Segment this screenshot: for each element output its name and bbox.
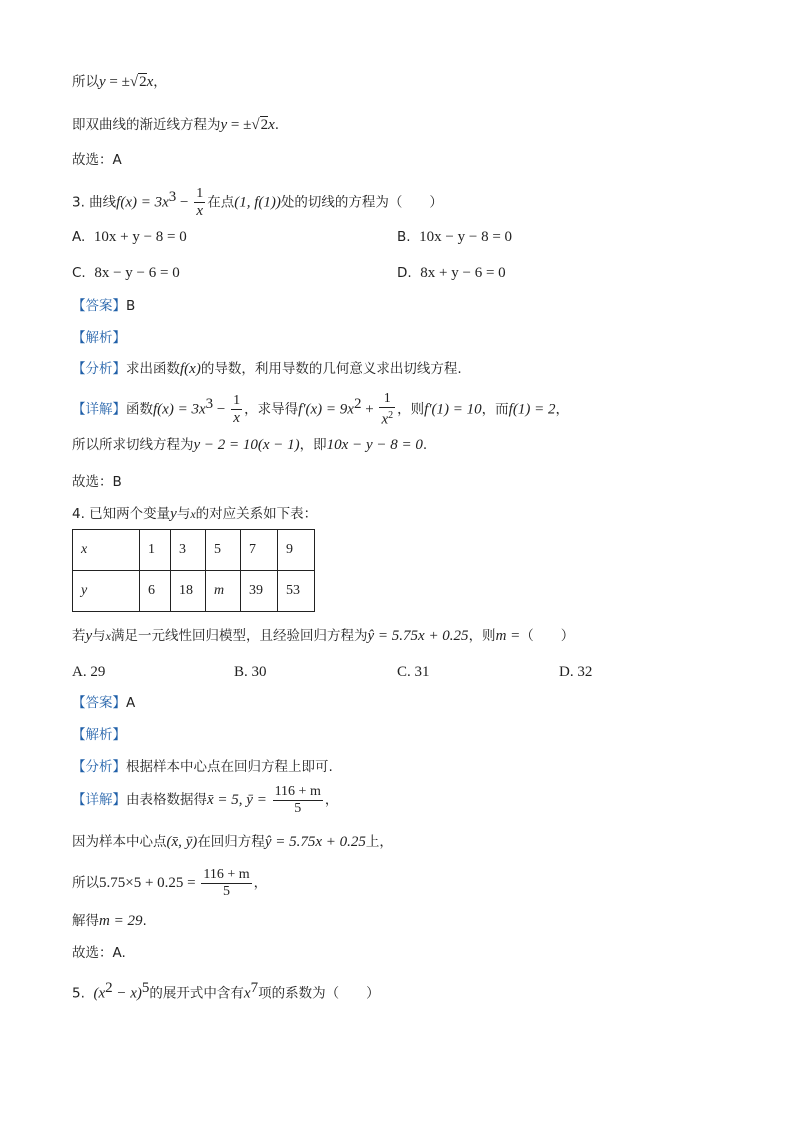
table-cell: 18: [171, 571, 206, 612]
question-3: 3. 曲线$f(x) = 3x^3$ − $\frac{1}{x}$ 在点(1, f(1))处的切线的方程为（ ）: [72, 186, 443, 219]
answer-choice-line: 故选：A: [72, 152, 122, 168]
question-4-stem: 若y与x满足一元线性回归模型，且经验回归方程为ŷ = 5.75x + 0.25，则m =（ ）: [72, 628, 575, 644]
table-cell: y: [73, 571, 140, 612]
table-cell: 7: [241, 530, 278, 571]
option-c: C. 31: [397, 664, 430, 680]
fraction: $\frac{116 + m}{5}$: [274, 783, 321, 816]
table-cell: 5: [206, 530, 241, 571]
option-c: C. 8x − y − 6 = 0: [72, 265, 180, 281]
solution-line: 解得m = 29.: [72, 913, 147, 929]
option-a: A. 10x + y − 8 = 0: [72, 229, 187, 245]
table-cell: 53: [278, 571, 315, 612]
option-a: A. 29: [72, 664, 106, 680]
option-d: D. 32: [559, 664, 593, 680]
question-4: 4. 已知两个变量y与x的对应关系如下表：: [72, 506, 318, 522]
option-d: D. 8x + y − 6 = 0: [397, 265, 506, 281]
table-row: [73, 571, 315, 612]
fraction: $\frac{116 + m}{5}$: [203, 866, 250, 899]
text-line-2: 即双曲线的渐近线方程为y = ±√2x.: [72, 117, 280, 133]
analysis-summary: 【分析】求出函数f(x)的导数，利用导数的几何意义求出切线方程.: [72, 361, 462, 377]
analysis-heading: 【解析】: [72, 727, 126, 743]
fraction: $\frac{1}{x^2}$: [381, 390, 394, 428]
table-cell: m: [206, 571, 241, 612]
answer-line: 【答案】B: [72, 298, 136, 314]
solution-line: 因为样本中心点(x̄, ȳ)在回归方程ŷ = 5.75x + 0.25上，: [72, 834, 393, 850]
question-5: 5. $(x^2 - x)^5$的展开式中含有$x^7$项的系数为（ ）: [72, 980, 380, 1002]
table-cell: x: [73, 530, 140, 571]
answer-choice-line: 故选：B: [72, 474, 122, 490]
text-line-1: 所以y = ±√2x，: [72, 74, 167, 90]
table-cell: 1: [140, 530, 171, 571]
fraction: $\frac{1}{x}$: [196, 186, 204, 219]
answer-line: 【答案】A: [72, 695, 136, 711]
data-table: [72, 529, 315, 612]
table-row: [73, 530, 315, 571]
solution-line: 所以5.75×5 + 0.25 = $\frac{116 + m}{5}$ ，: [72, 866, 268, 899]
option-b: B. 30: [234, 664, 267, 680]
table-cell: 3: [171, 530, 206, 571]
answer-choice-line: 故选：A.: [72, 945, 126, 961]
detailed-solution: 【详解】由表格数据得x̄ = 5, ȳ = $\frac{116 + m}{5}$ ，: [72, 783, 339, 816]
analysis-heading: 【解析】: [72, 330, 126, 346]
analysis-summary: 【分析】根据样本中心点在回归方程上即可.: [72, 759, 333, 775]
table-cell: 39: [241, 571, 278, 612]
detailed-solution: 【详解】函数$f(x) = 3x^3$ − $\frac{1}{x}$ ，求导得$f'(x) = 9x^2$ + $\frac{1}{x^2}$ ，则f′(1) = 10，而f(1) = 2，: [72, 390, 569, 428]
option-b: B. 10x − y − 8 = 0: [397, 229, 513, 245]
fraction: $\frac{1}{x}$: [233, 393, 241, 426]
solution-line: 所以所求切线方程为y − 2 = 10(x − 1)，即10x − y − 8 = 0.: [72, 437, 428, 453]
table-cell: 6: [140, 571, 171, 612]
table-cell: 9: [278, 530, 315, 571]
